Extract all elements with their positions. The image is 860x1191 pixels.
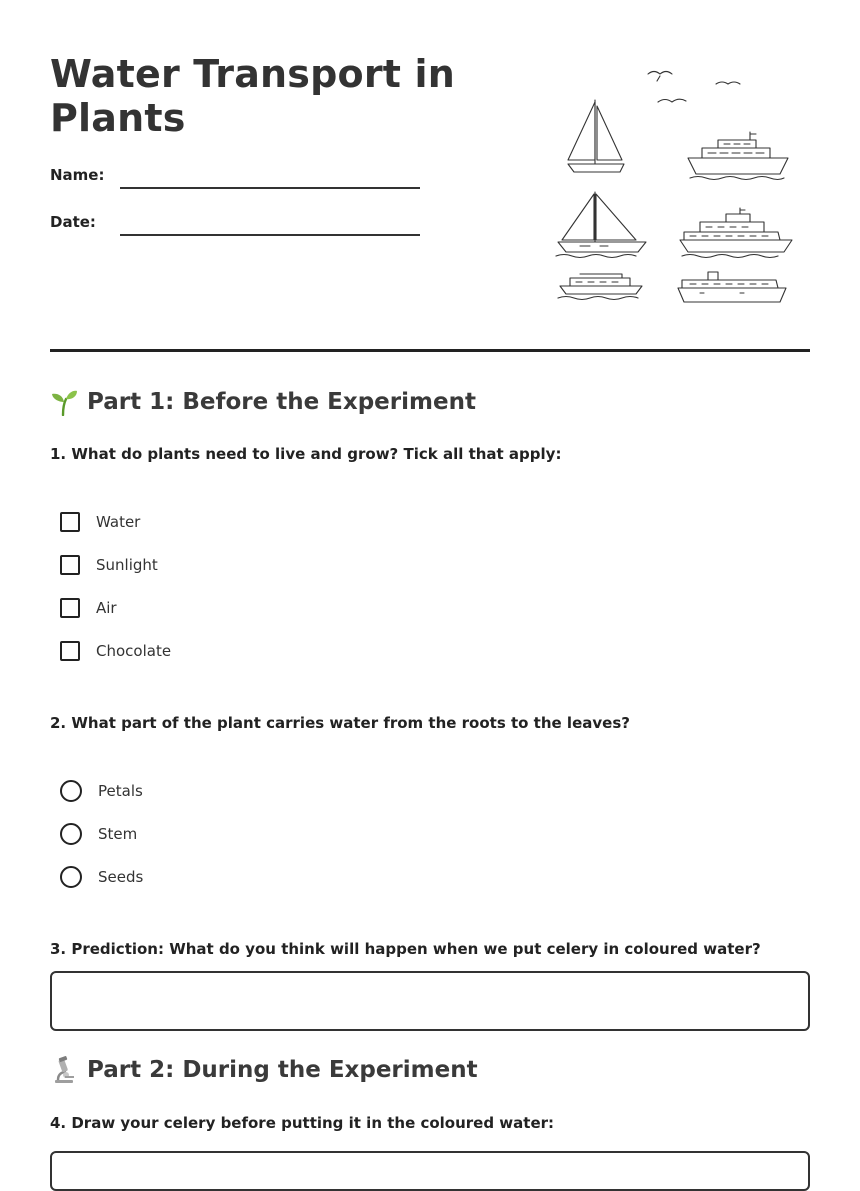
- option-label: Stem: [98, 825, 138, 843]
- name-label: Name:: [50, 166, 105, 184]
- radio-button[interactable]: [60, 866, 82, 888]
- page-title: Water Transport in Plants: [50, 52, 456, 140]
- part1-heading: [50, 388, 476, 416]
- question-4: 4. Draw your celery before putting it in the coloured water:: [50, 1114, 555, 1132]
- option-label: Air: [96, 599, 117, 617]
- date-field[interactable]: [120, 234, 420, 236]
- microscope-icon: [50, 1056, 78, 1084]
- radio-button[interactable]: [60, 823, 82, 845]
- question-1: 1. What do plants need to live and grow? Tick all that apply:: [50, 445, 562, 463]
- question-3: 3. Prediction: What do you think will happen when we put celery in coloured water?: [50, 940, 761, 958]
- option-water[interactable]: [60, 510, 140, 534]
- option-sunlight[interactable]: [60, 553, 158, 577]
- drawing-box[interactable]: [50, 1151, 810, 1191]
- checkbox[interactable]: [60, 555, 80, 575]
- section-divider: [50, 349, 810, 352]
- prediction-answer-box[interactable]: [50, 971, 810, 1031]
- checkbox[interactable]: [60, 598, 80, 618]
- boats-illustration-icon: [550, 62, 800, 312]
- question-2: 2. What part of the plant carries water from the roots to the leaves?: [50, 714, 630, 732]
- part2-heading: [50, 1056, 478, 1084]
- checkbox[interactable]: [60, 641, 80, 661]
- part2-title: Part 2: During the Experiment: [87, 1057, 478, 1083]
- option-label: Petals: [98, 782, 143, 800]
- name-field[interactable]: [120, 187, 420, 189]
- seedling-icon: [50, 388, 78, 416]
- radio-button[interactable]: [60, 780, 82, 802]
- option-chocolate[interactable]: [60, 639, 171, 663]
- option-label: Seeds: [98, 868, 144, 886]
- option-label: Water: [96, 513, 141, 531]
- option-air[interactable]: [60, 596, 117, 620]
- part1-title: Part 1: Before the Experiment: [87, 389, 476, 415]
- option-petals[interactable]: [60, 779, 143, 803]
- option-label: Sunlight: [96, 556, 158, 574]
- date-label: Date:: [50, 213, 96, 231]
- option-seeds[interactable]: [60, 865, 143, 889]
- option-stem[interactable]: [60, 822, 137, 846]
- option-label: Chocolate: [96, 642, 172, 660]
- checkbox[interactable]: [60, 512, 80, 532]
